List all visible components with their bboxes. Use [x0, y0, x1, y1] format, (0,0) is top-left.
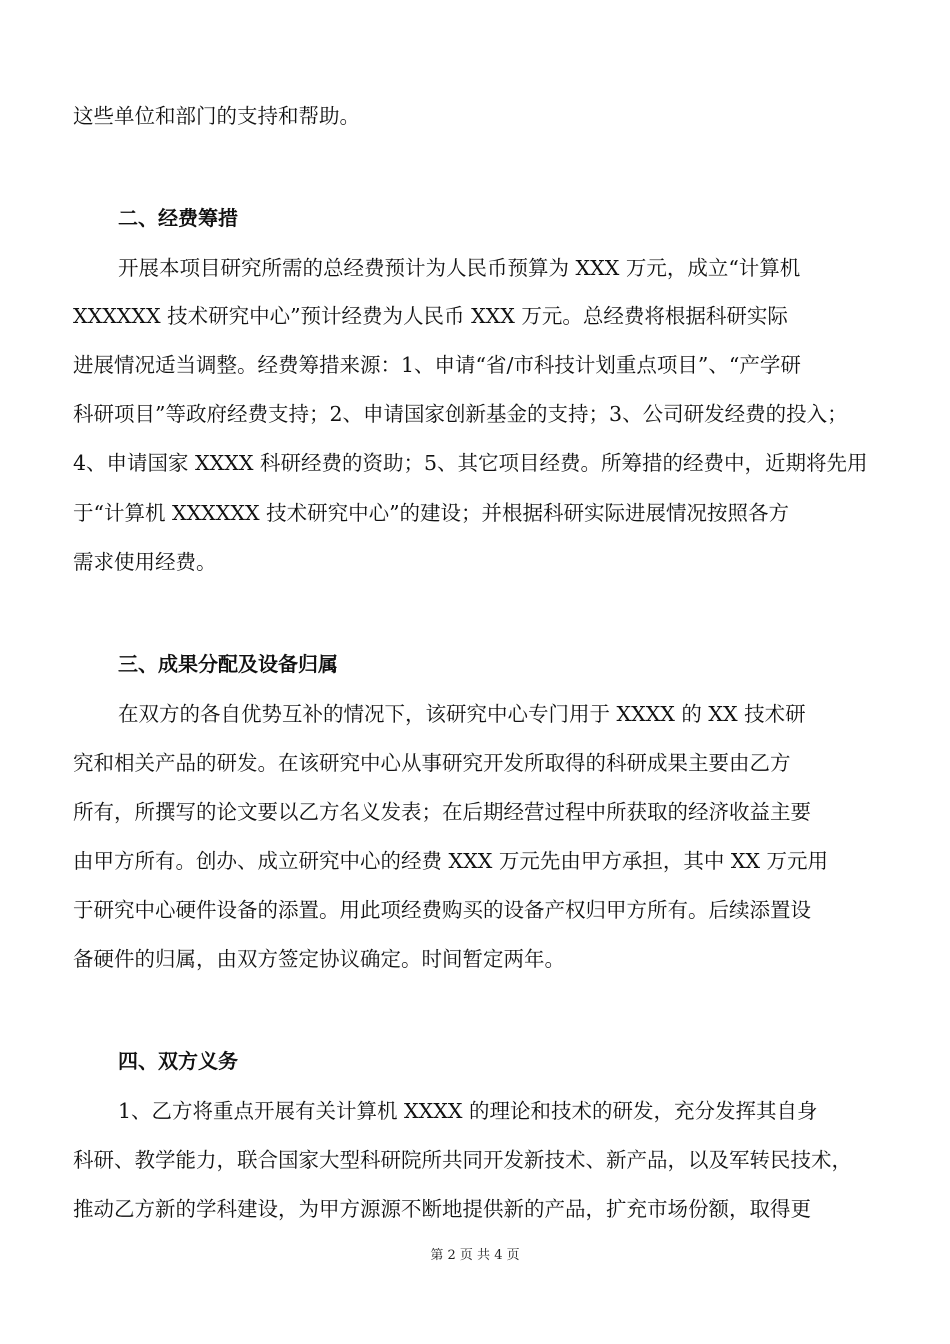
paragraph-line: 推动乙方新的学科建设，为甲方源源不断地提供新的产品，扩充市场份额，取得更 — [73, 1197, 811, 1221]
paragraph-line: 科研、教学能力，联合国家大型科研院所共同开发新技术、新产品，以及军转民技术， — [73, 1148, 852, 1172]
paragraph-line: 4、申请国家 XXXX 科研经费的资助；5、其它项目经费。所筹措的经费中，近期将先用 — [73, 451, 868, 475]
section-heading-obligations: 四、双方义务 — [118, 1049, 238, 1073]
paragraph-line: 于研究中心硬件设备的添置。用此项经费购买的设备产权归甲方所有。后续添置设 — [73, 898, 811, 922]
paragraph-line: XXXXXX 技术研究中心”预计经费为人民币 XXX 万元。总经费将根据科研实际 — [73, 304, 788, 328]
intro-line: 这些单位和部门的支持和帮助。 — [73, 104, 360, 128]
paragraph-line: 需求使用经费。 — [73, 550, 217, 574]
paragraph-line: 于“计算机 XXXXXX 技术研究中心”的建设；并根据科研实际进展情况按照各方 — [73, 501, 790, 525]
page-number-footer: 第 2 页 共 4 页 — [430, 1248, 520, 1263]
paragraph-line: 由甲方所有。创办、成立研究中心的经费 XXX 万元先由甲方承担，其中 XX 万元用 — [73, 849, 829, 873]
paragraph-line: 科研项目”等政府经费支持；2、申请国家创新基金的支持；3、公司研发经费的投入； — [73, 402, 848, 426]
paragraph-line: 进展情况适当调整。经费筹措来源：1、申请“省/市科技计划重点项目”、“产学研 — [73, 353, 801, 377]
paragraph-line: 究和相关产品的研发。在该研究中心从事研究开发所取得的科研成果主要由乙方 — [73, 751, 791, 775]
paragraph-line: 1、乙方将重点开展有关计算机 XXXX 的理论和技术的研发，充分发挥其自身 — [118, 1099, 818, 1123]
paragraph-line: 在双方的各自优势互补的情况下，该研究中心专门用于 XXXX 的 XX 技术研 — [118, 702, 806, 726]
section-heading-funding: 二、经费筹措 — [118, 206, 238, 230]
paragraph-line: 开展本项目研究所需的总经费预计为人民币预算为 XXX 万元，成立“计算机 — [118, 256, 801, 280]
paragraph-line: 所有，所撰写的论文要以乙方名义发表；在后期经营过程中所获取的经济收益主要 — [73, 800, 811, 824]
section-heading-results: 三、成果分配及设备归属 — [118, 652, 338, 676]
paragraph-line: 备硬件的归属，由双方签定协议确定。时间暂定两年。 — [73, 947, 565, 971]
